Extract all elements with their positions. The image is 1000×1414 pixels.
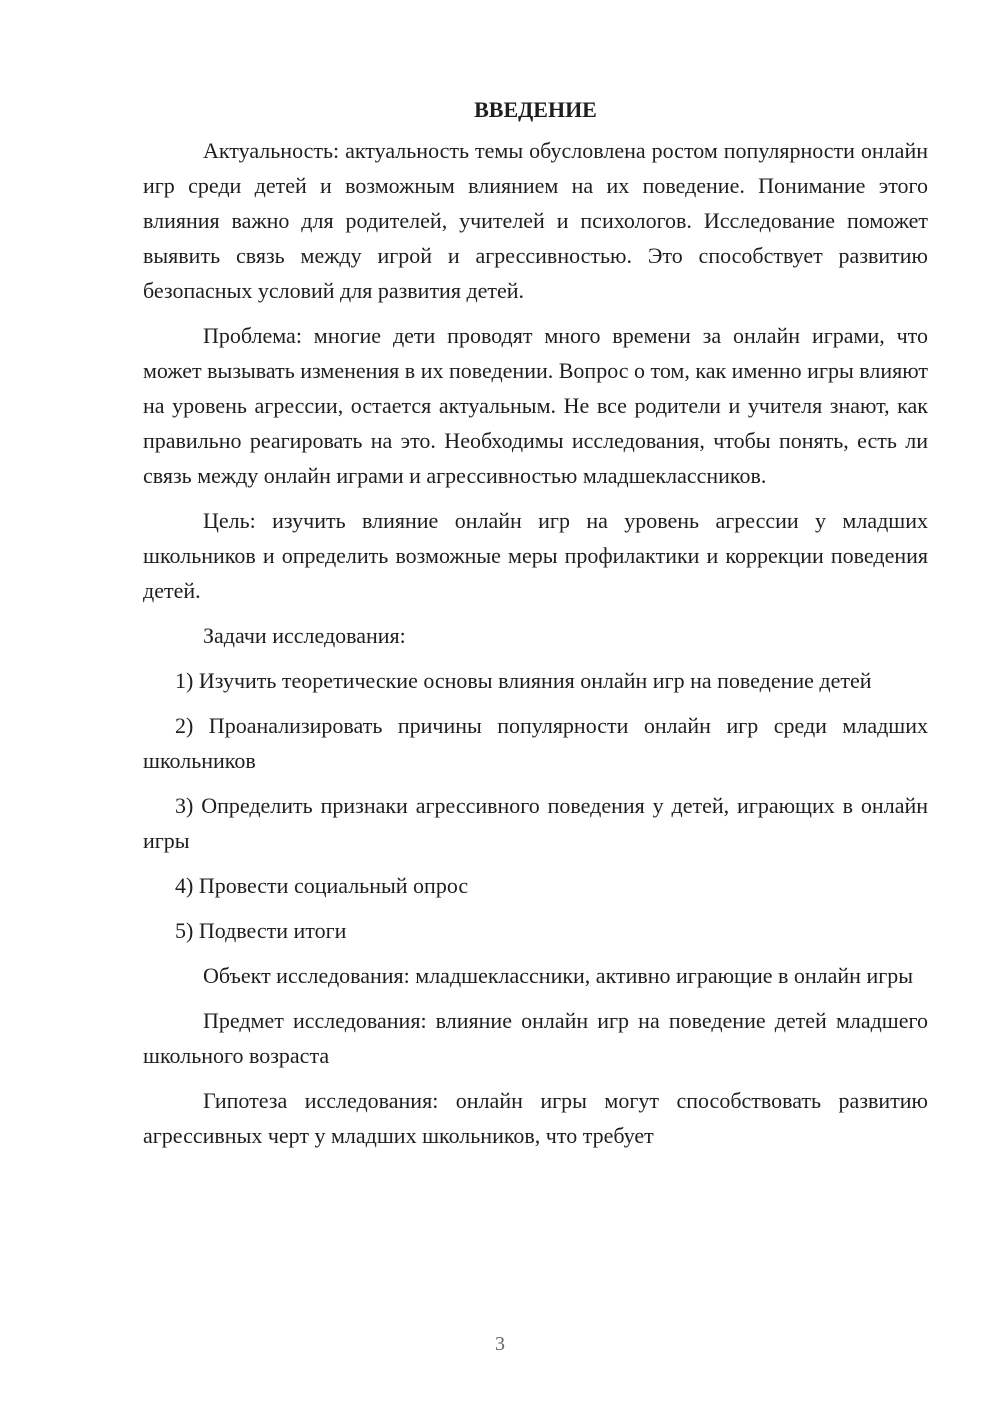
paragraph-goal: Цель: изучить влияние онлайн игр на уровень агрессии у младших школьников и определить возможные меры профилактики и коррекции поведения детей. (143, 508, 928, 603)
task-item: 5) Подвести итоги (175, 918, 347, 943)
document-page (143, 92, 928, 1163)
paragraph-object: Объект исследования: младшеклассники, активно играющие в онлайн игры (203, 963, 914, 988)
paragraph-problem: Проблема: многие дети проводят много времени за онлайн играми, что может вызывать изменения в их поведении. Вопрос о том, как именно игры влияют на уровень агрессии, остается актуальным. Не все родители и учителя знают, как правильно реагировать на это. Необходимы исследования, чтобы понять, есть ли связь между онлайн играми и агрессивностью младшеклассников. (143, 323, 928, 488)
page-number: 3 (495, 1333, 505, 1355)
tasks-heading: Задачи исследования: (203, 623, 406, 648)
task-item: 1) Изучить теоретические основы влияния онлайн игр на поведение детей (175, 668, 872, 693)
task-item: 3) Определить признаки агрессивного поведения у детей, играющих в онлайн игры (143, 793, 928, 853)
task-item: 2) Проанализировать причины популярности онлайн игр среди младших школьников (143, 713, 928, 773)
paragraph-hypothesis: Гипотеза исследования: онлайн игры могут способствовать развитию агрессивных черт у младших школьников, что требует (143, 1088, 928, 1148)
paragraph-relevance: Актуальность: актуальность темы обусловлена ростом популярности онлайн игр среди детей и возможным влиянием на их поведение. Понимание этого влияния важно для родителей, учителей и психологов. Исследование поможет выявить связь между игрой и агрессивностью. Это способствует развитию безопасных условий для развития детей. (143, 138, 928, 303)
task-item: 4) Провести социальный опрос (175, 873, 469, 898)
paragraph-subject: Предмет исследования: влияние онлайн игр на поведение детей младшего школьного возраста (143, 1008, 928, 1068)
section-title: ВВЕДЕНИЕ (474, 97, 597, 122)
